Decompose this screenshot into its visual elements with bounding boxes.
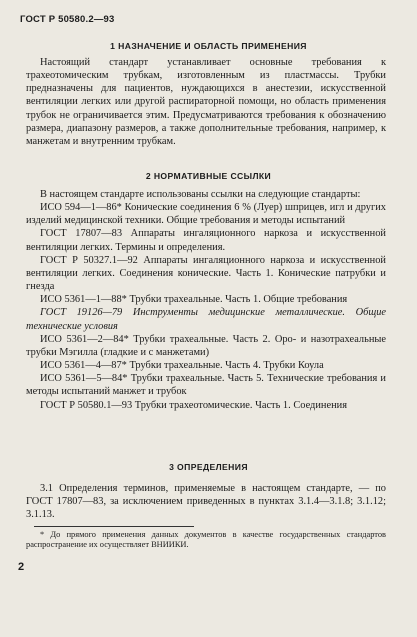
reference-item: ИСО 5361—2—84* Трубки трахеальные. Часть 2. Оро- и назотрахеальные трубки Мэгилла (гладкие и с манжетами) (26, 333, 386, 358)
section-2-body (26, 188, 386, 412)
footnote (26, 530, 386, 551)
section-3-title: 3 ОПРЕДЕЛЕНИЯ (169, 462, 248, 472)
section-1-title: 1 НАЗНАЧЕНИЕ И ОБЛАСТЬ ПРИМЕНЕНИЯ (110, 41, 307, 51)
section-3-body (26, 482, 386, 521)
paragraph: В настоящем стандарте использованы ссылки на следующие стандарты: (40, 189, 361, 200)
paragraph: 3.1 Определения терминов, применяемые в настоящем стандарте, — по ГОСТ 17807—83, за исключением приведенных в пунктах 3.1.4—3.1.8; 3.1.12; 3.1.13. (26, 483, 386, 521)
reference-item: ИСО 5361—4—87* Трубки трахеальные. Часть 4. Трубки Коула (40, 360, 324, 372)
section-1-body (26, 56, 386, 148)
footnote-text: * До прямого применения данных документов в качестве государственных стандартов распространение их осуществляет ВНИИКИ. (26, 530, 386, 550)
reference-item: ИСО 594—1—86* Конические соединения 6 % (Луер) шприцев, игл и других изделий медицинской техники. Общие требования и методы испытаний (26, 202, 386, 227)
reference-item: ИСО 5361—1—88* Трубки трахеальные. Часть 1. Общие требования (40, 294, 348, 306)
standard-code-header: ГОСТ Р 50580.2—93 (20, 14, 115, 25)
reference-item: ИСО 5361—5—84* Трубки трахеальные. Часть 5. Технические требования и методы испытаний манжет и трубок (26, 373, 386, 398)
paragraph: Настоящий стандарт устанавливает основные требования к трахеотомическим трубкам, изготовленным из пластмассы. Трубки предназначены для пациентов, нуждающихся в анестезии, искусственной вентиляции легких или другой распираторной помощи, но область применения трубок не ограничивается этим. Предусматриваются требования к обозначению размера, диапазону размеров, а также дополнительные требования, например, к манжетам и внутренним трубкам. (26, 57, 386, 147)
reference-item: ГОСТ 17807—83 Аппараты ингаляционного наркоза и искусственной вентиляции легких. Термины и определения. (26, 228, 386, 253)
page-number: 2 (18, 561, 25, 573)
reference-item: ГОСТ Р 50327.1—92 Аппараты ингаляционного наркоза и искусственной вентиляции легких. Соединения конические. Часть 1. Конические патрубки и гнезда (26, 254, 386, 293)
reference-item: ГОСТ 19126—79 Инструменты медицинские металлические. Общие технические условия (26, 307, 386, 332)
reference-item: ГОСТ Р 50580.1—93 Трубки трахеотомические. Часть 1. Соединения (40, 399, 347, 411)
footnote-divider (34, 526, 194, 527)
section-2-title: 2 НОРМАТИВНЫЕ ССЫЛКИ (145, 171, 272, 181)
